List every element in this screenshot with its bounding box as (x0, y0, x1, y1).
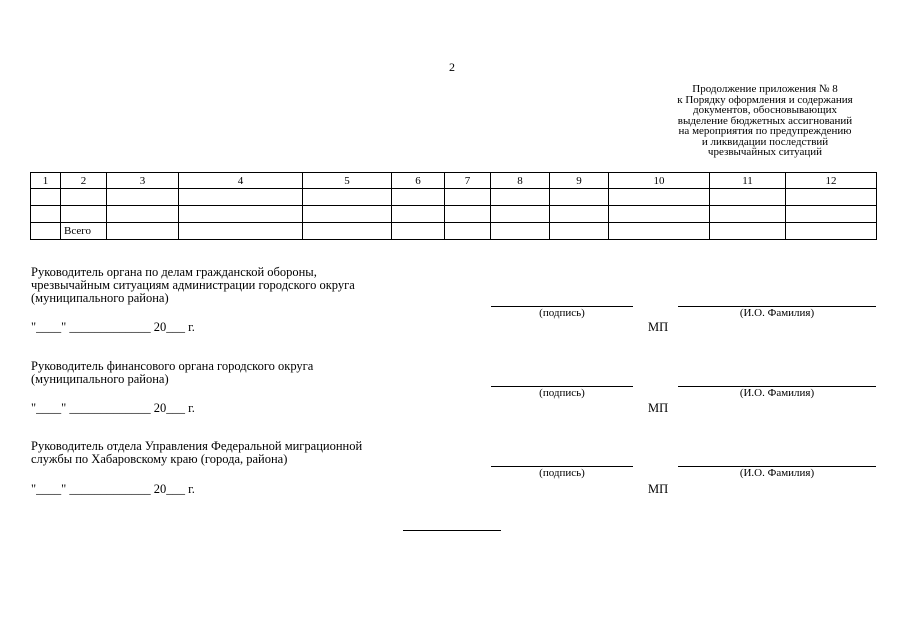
table-row (31, 206, 877, 223)
table-cell (303, 223, 392, 240)
table-row (31, 189, 877, 206)
table-cell (179, 223, 303, 240)
table-cell (491, 223, 550, 240)
table-cell (31, 223, 61, 240)
column-header: 8 (491, 173, 550, 189)
signature-caption: (подпись) (539, 467, 585, 479)
appendix-note-line: выделение бюджетных ассигнований (677, 114, 853, 127)
table-cell (392, 206, 445, 223)
table-cell (609, 206, 710, 223)
column-header: 12 (786, 173, 877, 189)
signer-title-line: Руководитель финансового органа городского округа (31, 359, 314, 373)
column-header: 5 (303, 173, 392, 189)
table-cell (710, 223, 786, 240)
appendix-note (640, 84, 890, 158)
signature-block-migration (0, 440, 905, 510)
seal-label: МП (648, 482, 669, 496)
table-cell (491, 189, 550, 206)
table-cell (107, 223, 179, 240)
name-caption: (И.О. Фамилия) (739, 307, 815, 319)
table-cell (392, 189, 445, 206)
appendix-note-line: и ликвидации последствий (701, 135, 829, 148)
table-header-row (31, 173, 877, 189)
signer-title-line: Руководитель органа по делам гражданской обороны, (31, 265, 317, 279)
signer-title-line: службы по Хабаровскому краю (города, района) (31, 452, 288, 466)
column-header: 11 (710, 173, 786, 189)
table-cell (107, 189, 179, 206)
end-of-document-rule (403, 530, 501, 531)
signer-title (31, 440, 451, 466)
appendix-note-line: Продолжение приложения № 8 (692, 83, 838, 95)
signer-title-line: Руководитель отдела Управления Федеральной миграционной (31, 439, 363, 453)
column-header: 4 (179, 173, 303, 189)
column-header: 7 (445, 173, 491, 189)
table-cell (786, 189, 877, 206)
seal-label: МП (648, 401, 669, 415)
signature-caption: (подпись) (539, 387, 585, 399)
table-cell (61, 206, 107, 223)
data-table (30, 172, 877, 240)
signer-title (31, 266, 451, 305)
signer-title (31, 360, 451, 386)
table-cell (179, 189, 303, 206)
column-header: 3 (107, 173, 179, 189)
table-cell (550, 223, 609, 240)
signer-title-line: (муниципального района) (31, 372, 169, 386)
signature-block-civil-defense (0, 266, 905, 336)
table-cell (609, 223, 710, 240)
column-header: 10 (609, 173, 710, 189)
total-label: Всего (61, 223, 107, 240)
table-cell (392, 223, 445, 240)
date-line: "____" _____________ 20___ г. (31, 401, 195, 415)
table-cell (303, 206, 392, 223)
signer-title-line: чрезвычайным ситуациям администрации городского округа (31, 278, 355, 292)
column-header: 1 (31, 173, 61, 189)
page-number: 2 (449, 60, 455, 74)
table-cell (61, 189, 107, 206)
table-cell (31, 206, 61, 223)
table-cell (445, 206, 491, 223)
name-caption: (И.О. Фамилия) (739, 387, 815, 399)
table-total-row (31, 223, 877, 240)
appendix-note-line: чрезвычайных ситуаций (707, 146, 823, 158)
table-cell (786, 223, 877, 240)
table-cell (550, 206, 609, 223)
date-line: "____" _____________ 20___ г. (31, 320, 195, 334)
column-header: 2 (61, 173, 107, 189)
table-cell (786, 206, 877, 223)
column-header: 6 (392, 173, 445, 189)
table-cell (710, 206, 786, 223)
table-cell (550, 189, 609, 206)
signature-caption: (подпись) (539, 307, 585, 319)
table-cell (179, 206, 303, 223)
table-cell (445, 189, 491, 206)
appendix-note-line: документов, обосновывающих (693, 104, 837, 116)
table-cell (710, 189, 786, 206)
appendix-note-line: к Порядку оформления и содержания (677, 93, 853, 106)
table-cell (303, 189, 392, 206)
table-cell (491, 206, 550, 223)
table-cell (107, 206, 179, 223)
signer-title-line: (муниципального района) (31, 291, 169, 305)
seal-label: МП (648, 320, 669, 334)
name-caption: (И.О. Фамилия) (739, 467, 815, 479)
table-cell (31, 189, 61, 206)
table-cell (609, 189, 710, 206)
table-cell (445, 223, 491, 240)
date-line: "____" _____________ 20___ г. (31, 482, 195, 496)
signature-block-finance (0, 360, 905, 430)
appendix-note-line: на мероприятия по предупреждению (678, 125, 852, 137)
column-header: 9 (550, 173, 609, 189)
